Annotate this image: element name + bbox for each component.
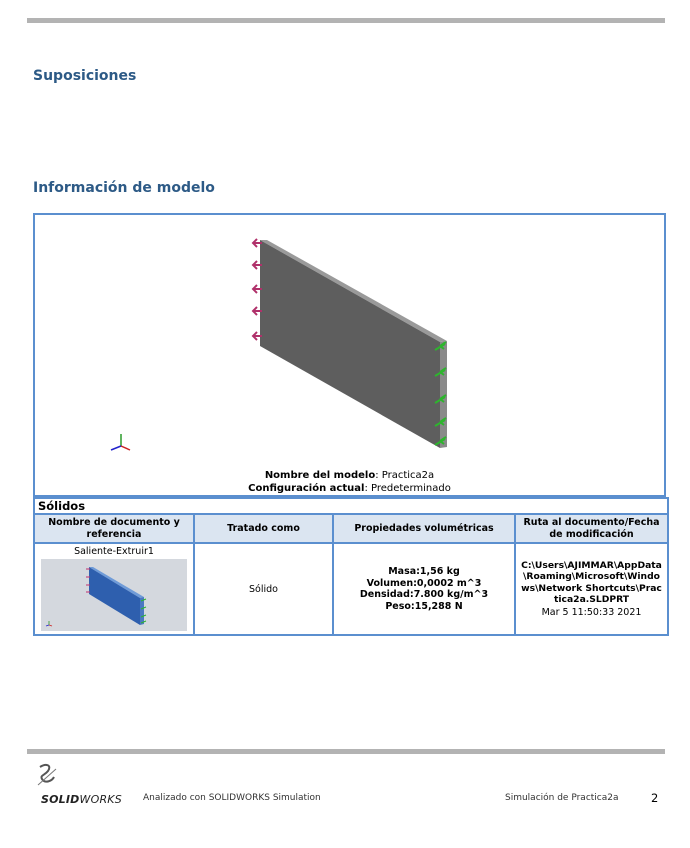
body-name: Saliente-Extruir1 — [74, 546, 154, 557]
model-config-label: Configuración actual — [248, 483, 365, 494]
density-value: Densidad:7.800 kg/m^3 — [359, 589, 489, 600]
modified-date: Mar 5 11:50:33 2021 — [541, 606, 642, 618]
table-row — [34, 543, 668, 635]
axis-triad — [111, 434, 130, 450]
model-name-caption — [35, 469, 664, 482]
document-path: C:\Users\AJIMMAR\AppData\Roaming\Microsoft\Windows\Network Shortcuts\Practica2a.SLDPRT — [521, 559, 662, 605]
solidworks-logo-text — [41, 793, 122, 806]
solids-title-row — [34, 498, 668, 514]
volume-value: Volumen:0,0002 m^3 — [366, 577, 482, 589]
model-view-panel — [33, 213, 666, 497]
treated-as-cell: Sólido — [194, 543, 333, 635]
footer-analyzed-text: Analizado con SOLIDWORKS Simulation — [143, 793, 321, 803]
solids-table — [33, 497, 669, 636]
body-thumbnail — [41, 559, 187, 631]
volumetric-props-cell — [333, 543, 515, 635]
plate-front-face — [260, 240, 440, 448]
logo-text-bold: SOLID — [41, 793, 80, 806]
footer-study-text: Simulación de Practica2a — [505, 793, 619, 803]
page-number: 2 — [651, 791, 659, 805]
weight-value: Peso:15,288 N — [385, 600, 463, 612]
logo-text-rest: WORKS — [79, 793, 122, 806]
header-document-name: Nombre de documento y referencia — [34, 514, 194, 543]
header-rule — [27, 18, 665, 23]
plate-end-face — [440, 341, 447, 448]
model-config-value: : Predeterminado — [364, 483, 451, 494]
ds-logo-icon — [36, 763, 58, 789]
footer-rule — [27, 749, 665, 754]
solids-title: Sólidos — [34, 498, 668, 514]
model-info-heading: Información de modelo — [33, 180, 215, 196]
model-name-label: Nombre del modelo — [264, 470, 376, 481]
header-document-path: Ruta al documento/Fecha de modificación — [515, 514, 668, 543]
model-name-value: : Practica2a — [375, 470, 435, 481]
mass-value: Masa:1,56 kg — [388, 566, 460, 577]
solids-header-row — [34, 514, 668, 543]
assumptions-heading: Suposiciones — [33, 68, 137, 84]
body-name-cell — [34, 543, 194, 635]
document-path-cell — [515, 543, 668, 635]
header-treated-as: Tratado como — [194, 514, 333, 543]
model-render — [35, 215, 668, 499]
header-volumetric-props: Propiedades volumétricas — [333, 514, 515, 543]
model-config-caption — [35, 482, 664, 495]
